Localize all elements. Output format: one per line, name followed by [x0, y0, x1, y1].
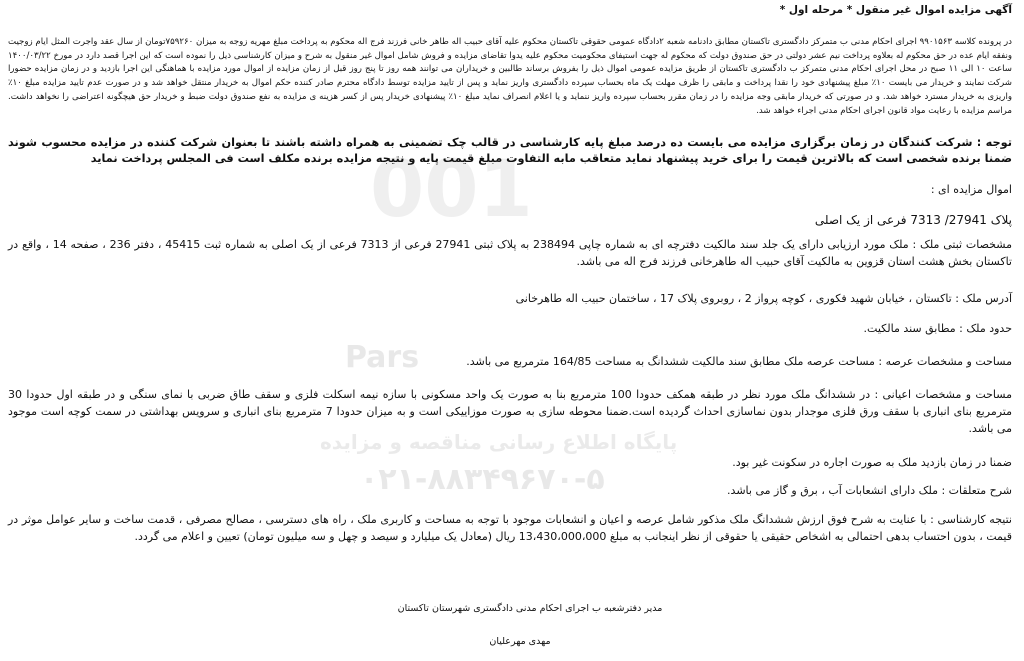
notice-header: آگهی مزایده اموال غیر منقول * مرحله اول *	[779, 4, 1012, 16]
signature-name: مهدی مهرعلیان	[489, 636, 551, 647]
assets-heading: اموال مزایده ای :	[930, 183, 1012, 196]
watermark-phone: ۰۲۱-۸۸۳۴۹۶۷۰-۵	[360, 462, 605, 497]
visit-note: ضمنا در زمان بازدید ملک به صورت اجاره در سکونت غیر بود.	[732, 456, 1012, 469]
plaque-line: پلاک 27941/ 7313 فرعی از یک اصلی	[814, 213, 1012, 227]
building-area: مساحت و مشخصات اعیانی : در ششدانگ ملک مورد نظر در طبقه همکف حدودا 100 مترمربع بنا به صورت یک واحد مسکونی با سازه نیمه اسکلت فلزی و سقف طاق ضربی با نمای سنگی و در طبقه اول حدودا 30 مترمربع بنای انباری با سقف ورق فلزی موجدار بدون نماسازی احداث گردیده است.ضمنا محوطه سازی به صورت موزاییکی است و به میزان حدودا 7 مترمربع بنای انباری و سرویس بهداشتی در سمت کوچه است موجود می باشد.	[8, 388, 1012, 435]
participant-note: توجه : شرکت کنندگان در زمان برگزاری مزایده می بایست ده درصد مبلغ پایه کارشناسی در قالب چک تضمینی به همراه داشته باشند تا بعنوان شرکت کننده در مزایده محسوب شوند ضمنا برنده شخصی است که بالاترین قیمت را برای خرید پیشنهاد نماید متعاقب مابه التفاوت مبلغ قیمت پایه و نتیجه مزایده برنده مکلف است فی المجلس پرداخت نماید	[8, 136, 1012, 165]
watermark-persian: پایگاه اطلاع رسانی مناقصه و مزایده	[320, 430, 678, 454]
watermark-brand: Pars	[345, 340, 420, 375]
watermark-digits: 001	[370, 145, 533, 235]
intro-paragraph: در پرونده کلاسه ۹۹۰۱۵۶۳ اجرای احکام مدنی ب متمرکز دادگستری تاکستان مطابق دادنامه شعبه ۲دادگاه عمومی حقوقی تاکستان محکوم علیه آقای حبیب اله طاهر خانی فرزند فرج اله محکوم به پرداخت مبلغ مهریه زوجه به میزان ۷۵۹۲۶۰تومان از سال عقد واجرت المثل ایام زوجیت ونفقه ایام عده در حق محکوم له بعلاوه پرداخت نیم عشر دولتی در حق صندوق دولت که محکوم له جهت استیفای محکومیت محکوم علیه یدوا تقاضای مزایده و فروش شامل اموال غیر منقول به شرح و میزان کارشناسی ذیل را نموده است که این اجرا قصد دارد در مورخ ۱۴۰۰/۰۳/۲۲ ساعت ۱۰ الی ۱۱ صبح در محل اجرای احکام مدنی متمرکز ب دادگستری تاکستان از طریق مزایده عمومی اموال ذیل را بفروش برساند طالبین و خریداران می توانند همه روز تا پنج روز قبل از زمان مزایده از اموال مورد مزایده با هماهنگی این اجرا بازدید و در زمان مزایده حضورا شرکت نمایند و خریدار می بایست ۱۰٪ مبلغ پیشنهادی خود را نقدا پرداخت و مابقی را ظرف مهلت یک ماه بحساب سپرده دادگستری واریز نماید و پس از تایید مزایده توسط دادگاه محترم صادر کننده حکم اموال به خریدار منتقل خواهد شد و در صورت عدم تایید مزایده مبلغ ۱۰٪ واریزی به خریدار مسترد خواهد شد. و در صورتی که خریدار مابقی وجه مزایده را در زمان مقرر بحساب سپرده واریز ننماید و یا اعلام انصراف نماید مبلغ ۱۰٪ پیشنهادی خریدار پس از کسر هزینه ی مزایده به نفع صندوق دولت ضبط و خریدار حق هیچگونه اعتراضی را نخواهد داشت. مراسم مزایده با رعایت مواد قانون اجرای احکام مدنی اجراء خواهد شد.	[8, 37, 1012, 116]
property-bounds: حدود ملک : مطابق سند مالکیت.	[863, 322, 1012, 335]
utilities-line: شرح متعلقات : ملک دارای انشعابات آب ، برق و گاز می باشد.	[727, 484, 1012, 497]
registration-specs: مشخصات ثبتی ملک : ملک مورد ارزیابی دارای یک جلد سند مالکیت دفترچه ای به شماره چاپی 238494 به پلاک ثبتی 27941 فرعی از 7313 فرعی از یک اصلی به شماره ثبت 45415 ، دفتر 236 ، صفحه 14 ، واقع در تاکستان بخش هشت استان قزوین به مالکیت آقای حبیب اله طاهرخانی فرزند فرج اله می باشد.	[8, 238, 1012, 268]
expert-conclusion: نتیجه کارشناسی : با عنایت به شرح فوق ارزش ششدانگ ملک مذکور شامل عرصه و اعیان و انشعابات موجود با توجه به مساحت و کاربری ملک ، راه های دسترسی ، مصالح مصرفی ، قدمت ساخت و سایر عوامل موثر در قیمت ، بدون احتساب بدهی احتمالی به اشخاص حقیقی یا حقوقی از نظر اینجانب به مبلغ 13،430،000،000 ریال (معادل یک میلیارد و سیصد و چهل و سه میلیون تومان) تعیین و اعلام می گردد.	[8, 513, 1012, 543]
signature-title: مدیر دفترشعبه ب اجرای احکام مدنی دادگستری شهرستان تاکستان	[397, 603, 663, 614]
land-area: مساحت و مشخصات عرصه : مساحت عرصه ملک مطابق سند مالکیت ششدانگ به مساحت 164/85 مترمربع می باشد.	[466, 355, 1012, 368]
property-address: آدرس ملک : تاکستان ، خیابان شهید فکوری ، کوچه پرواز 2 ، روبروی پلاک 17 ، ساختمان حبیب اله طاهرخانی	[515, 292, 1012, 305]
